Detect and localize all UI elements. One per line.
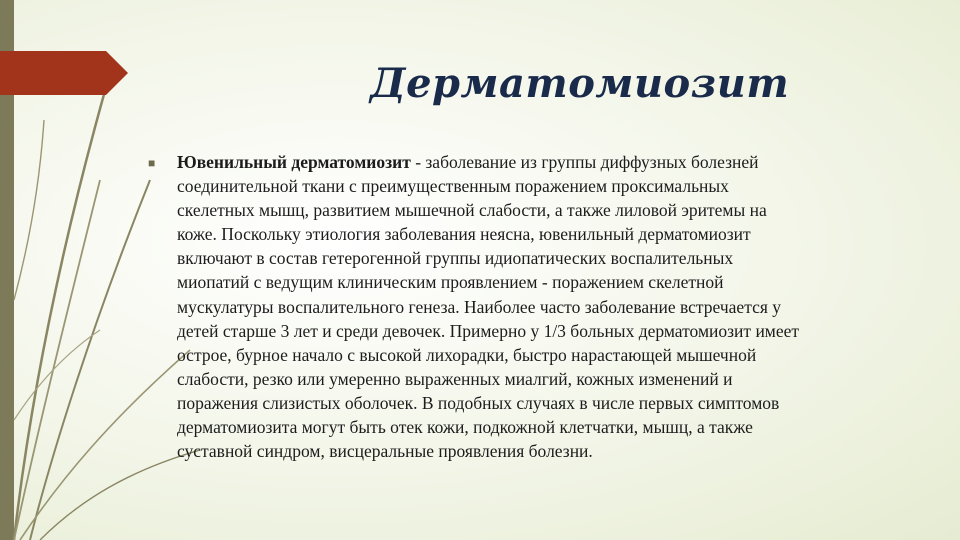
paragraph-line: миопатий с ведущим клиническим проявлением - поражением скелетной bbox=[177, 272, 724, 293]
paragraph-line: скелетных мышц, развитием мышечной слабости, а также лиловой эритемы на bbox=[177, 200, 767, 221]
paragraph-term: Ювенильный дерматомиозит bbox=[177, 152, 411, 172]
paragraph-line: коже. Поскольку этиология заболевания неясна, ювенильный дерматомиозит bbox=[177, 224, 751, 245]
slide-title: Дерматомиозит bbox=[370, 60, 790, 107]
paragraph-line: мускулатуры воспалительного генеза. Наиболее часто заболевание встречается у bbox=[177, 296, 782, 317]
paragraph-line: включают в состав гетерогенной группы идиопатических воспалительных bbox=[177, 248, 734, 269]
paragraph-line: детей старше 3 лет и среди девочек. Примерно у 1/3 больных дерматомиозит имеет bbox=[177, 320, 800, 341]
paragraph-first-line: - заболевание из группы диффузных болезней bbox=[410, 152, 759, 172]
paragraph-line: суставной синдром, висцеральные проявления болезни. bbox=[177, 441, 593, 462]
paragraph-line bbox=[177, 150, 897, 174]
body-paragraph bbox=[177, 150, 897, 463]
paragraph-line: поражения слизистых оболочек. В подобных случаях в числе первых симптомов bbox=[177, 392, 780, 413]
paragraph-line: острое, бурное начало с высокой лихорадки, быстро нарастающей мышечной bbox=[177, 344, 757, 365]
paragraph-line: соединительной ткани с преимущественным поражением проксимальных bbox=[177, 176, 729, 197]
paragraph-line: слабости, резко или умеренно выраженных миалгий, кожных изменений и bbox=[177, 368, 733, 389]
bullet-square-icon: ■ bbox=[148, 156, 156, 170]
paragraph-line: дерматомиозита могут быть отек кожи, подкожной клетчатки, мышц, а также bbox=[177, 417, 753, 438]
title-arrow-shape bbox=[0, 51, 128, 95]
